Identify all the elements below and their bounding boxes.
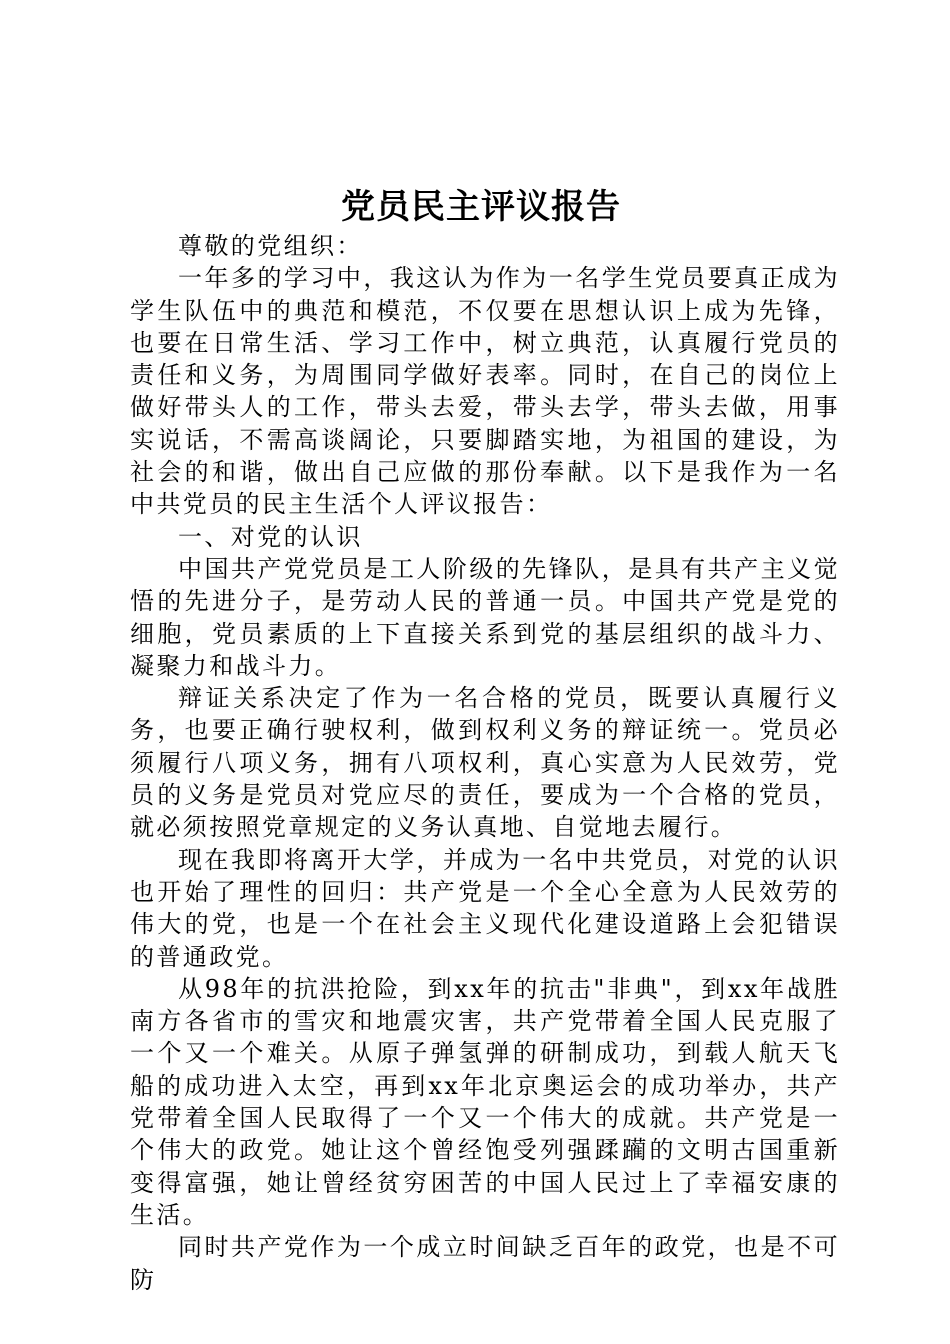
paragraph: 辩证关系决定了作为一名合格的党员，既要认真履行义务，也要正确行驶权利，做到权利义务的辩证统一。党员必须履行八项义务，拥有八项权利，真心实意为人民效劳，党员的义务是党员对党应尽的责任，要成为一个合格的党员，就必须按照党章规定的义务认真地、自觉地去履行。 [130,684,840,842]
paragraph: 从98年的抗洪抢险，到xx年的抗击"非典"，到xx年战胜南方各省市的雪灾和地震灾害，共产党带着全国人民克服了一个又一个难关。从原子弹氢弹的研制成功，到载人航天飞船的成功进入太空，再到xx年北京奥运会的成功举办，共产党带着全国人民取得了一个又一个伟大的成就。共产党是一个伟大的政党。她让这个曾经饱受列强蹂躏的文明古国重新变得富强，她让曾经贫穷困苦的中国人民过上了幸福安康的生活。 [130,974,840,1229]
paragraph: 同时共产党作为一个成立时间缺乏百年的政党，也是不可防 [130,1233,840,1294]
paragraph: 中国共产党党员是工人阶级的先锋队，是具有共产主义觉悟的先进分子，是劳动人民的普通一员。中国共产党是党的细胞，党员素质的上下直接关系到党的基层组织的战斗力、凝聚力和战斗力。 [130,554,840,680]
section-heading: 一、对党的认识 [178,522,363,551]
paragraph: 现在我即将离开大学，并成为一名中共党员，对党的认识也开始了理性的回归：共产党是一个全心全意为人民效劳的伟大的党，也是一个在社会主义现代化建设道路上会犯错误的普通政党。 [130,845,840,971]
salutation: 尊敬的党组织： [178,232,363,260]
document-title: 党员民主评议报告 [341,187,621,227]
paragraph: 一年多的学习中，我这认为作为一名学生党员要真正成为学生队伍中的典范和模范，不仅要在思想认识上成为先锋，也要在日常生活、学习工作中，树立典范，认真履行党员的责任和义务，为周围同学做好表率。同时，在自己的岗位上做好带头人的工作，带头去爱，带头去学，带头去做，用事实说话，不需高谈阔论，只要脚踏实地，为祖国的建设，为社会的和谐，做出自己应做的那份奉献。以下是我作为一名中共党员的民主生活个人评议报告： [130,264,840,519]
document-body [130,230,840,1296]
